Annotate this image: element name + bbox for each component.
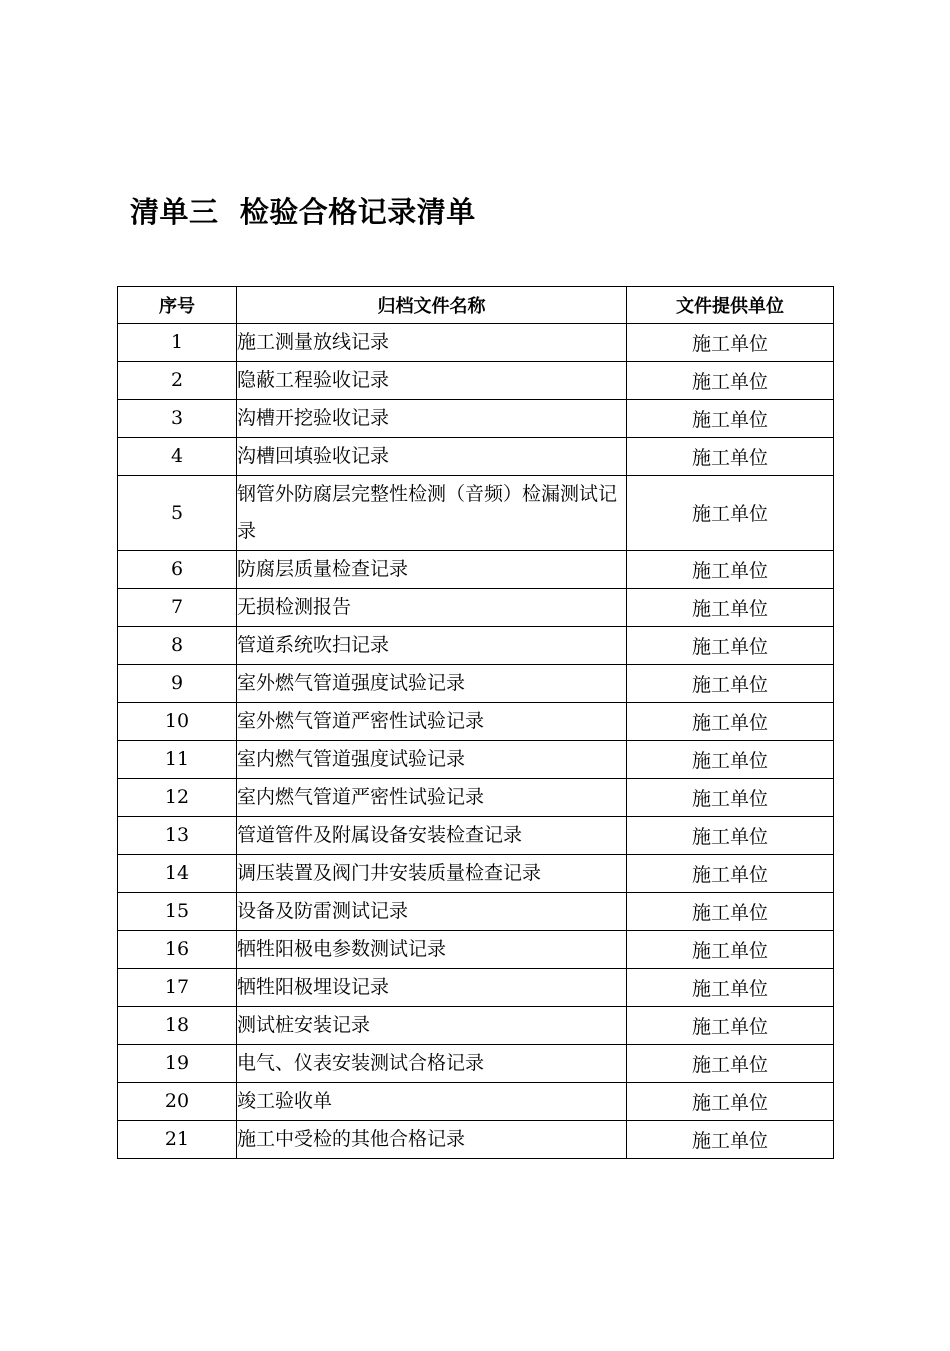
document-name-cell: 测试桩安装记录 — [237, 1006, 627, 1044]
serial-number-cell: 20 — [118, 1082, 237, 1120]
header-serial-number: 序号 — [118, 287, 237, 324]
providing-unit-cell: 施工单位 — [627, 588, 834, 626]
providing-unit-cell: 施工单位 — [627, 930, 834, 968]
providing-unit-cell: 施工单位 — [627, 475, 834, 550]
providing-unit-cell: 施工单位 — [627, 1120, 834, 1158]
providing-unit-cell: 施工单位 — [627, 816, 834, 854]
table-row — [118, 1006, 834, 1044]
table-row — [118, 816, 834, 854]
serial-number-cell: 18 — [118, 1006, 237, 1044]
serial-number-cell: 16 — [118, 930, 237, 968]
providing-unit-cell: 施工单位 — [627, 968, 834, 1006]
table-row — [118, 437, 834, 475]
providing-unit-cell: 施工单位 — [627, 361, 834, 399]
document-name-cell: 室内燃气管道严密性试验记录 — [237, 778, 627, 816]
providing-unit-cell: 施工单位 — [627, 626, 834, 664]
document-name-cell: 室外燃气管道严密性试验记录 — [237, 702, 627, 740]
serial-number-cell: 12 — [118, 778, 237, 816]
document-name-cell: 牺牲阳极埋设记录 — [237, 968, 627, 1006]
serial-number-cell: 11 — [118, 740, 237, 778]
serial-number-cell: 13 — [118, 816, 237, 854]
serial-number-cell: 15 — [118, 892, 237, 930]
table-row — [118, 740, 834, 778]
providing-unit-cell: 施工单位 — [627, 399, 834, 437]
providing-unit-cell: 施工单位 — [627, 1082, 834, 1120]
document-name-cell: 沟槽回填验收记录 — [237, 437, 627, 475]
table-row — [118, 361, 834, 399]
providing-unit-cell: 施工单位 — [627, 892, 834, 930]
table-row — [118, 550, 834, 588]
table-row — [118, 930, 834, 968]
serial-number-cell: 8 — [118, 626, 237, 664]
serial-number-cell: 3 — [118, 399, 237, 437]
providing-unit-cell: 施工单位 — [627, 323, 834, 361]
document-name-cell: 管道管件及附属设备安装检查记录 — [237, 816, 627, 854]
table-row — [118, 626, 834, 664]
serial-number-cell: 5 — [118, 475, 237, 550]
document-name-cell: 钢管外防腐层完整性检测（音频）检漏测试记录 — [237, 475, 627, 550]
document-name-cell: 隐蔽工程验收记录 — [237, 361, 627, 399]
serial-number-cell: 17 — [118, 968, 237, 1006]
document-name-cell: 牺牲阳极电参数测试记录 — [237, 930, 627, 968]
table-row — [118, 664, 834, 702]
table-row — [118, 588, 834, 626]
document-name-cell: 调压装置及阀门井安装质量检查记录 — [237, 854, 627, 892]
serial-number-cell: 6 — [118, 550, 237, 588]
table-row — [118, 892, 834, 930]
header-document-name: 归档文件名称 — [237, 287, 627, 324]
providing-unit-cell: 施工单位 — [627, 437, 834, 475]
providing-unit-cell: 施工单位 — [627, 550, 834, 588]
document-name-cell: 管道系统吹扫记录 — [237, 626, 627, 664]
table-row — [118, 778, 834, 816]
table-header-row — [118, 287, 834, 324]
table-row — [118, 399, 834, 437]
serial-number-cell: 4 — [118, 437, 237, 475]
serial-number-cell: 1 — [118, 323, 237, 361]
document-name-cell: 无损检测报告 — [237, 588, 627, 626]
document-name-cell: 防腐层质量检查记录 — [237, 550, 627, 588]
record-table — [117, 286, 834, 1159]
serial-number-cell: 10 — [118, 702, 237, 740]
serial-number-cell: 14 — [118, 854, 237, 892]
table-row — [118, 968, 834, 1006]
table-row — [118, 1082, 834, 1120]
serial-number-cell: 7 — [118, 588, 237, 626]
providing-unit-cell: 施工单位 — [627, 702, 834, 740]
serial-number-cell: 9 — [118, 664, 237, 702]
document-name-cell: 施工中受检的其他合格记录 — [237, 1120, 627, 1158]
providing-unit-cell: 施工单位 — [627, 664, 834, 702]
providing-unit-cell: 施工单位 — [627, 778, 834, 816]
document-name-cell: 电气、仪表安装测试合格记录 — [237, 1044, 627, 1082]
table-row — [118, 1044, 834, 1082]
serial-number-cell: 19 — [118, 1044, 237, 1082]
document-name-cell: 施工测量放线记录 — [237, 323, 627, 361]
table-row — [118, 475, 834, 550]
table-row — [118, 1120, 834, 1158]
page-title: 清单三 检验合格记录清单 — [130, 195, 476, 229]
document-name-cell: 设备及防雷测试记录 — [237, 892, 627, 930]
serial-number-cell: 21 — [118, 1120, 237, 1158]
document-name-cell: 竣工验收单 — [237, 1082, 627, 1120]
document-name-cell: 沟槽开挖验收记录 — [237, 399, 627, 437]
table-row — [118, 854, 834, 892]
header-providing-unit: 文件提供单位 — [627, 287, 834, 324]
serial-number-cell: 2 — [118, 361, 237, 399]
providing-unit-cell: 施工单位 — [627, 1044, 834, 1082]
providing-unit-cell: 施工单位 — [627, 1006, 834, 1044]
table-row — [118, 323, 834, 361]
document-name-cell: 室内燃气管道强度试验记录 — [237, 740, 627, 778]
document-name-cell: 室外燃气管道强度试验记录 — [237, 664, 627, 702]
table-row — [118, 702, 834, 740]
providing-unit-cell: 施工单位 — [627, 740, 834, 778]
providing-unit-cell: 施工单位 — [627, 854, 834, 892]
